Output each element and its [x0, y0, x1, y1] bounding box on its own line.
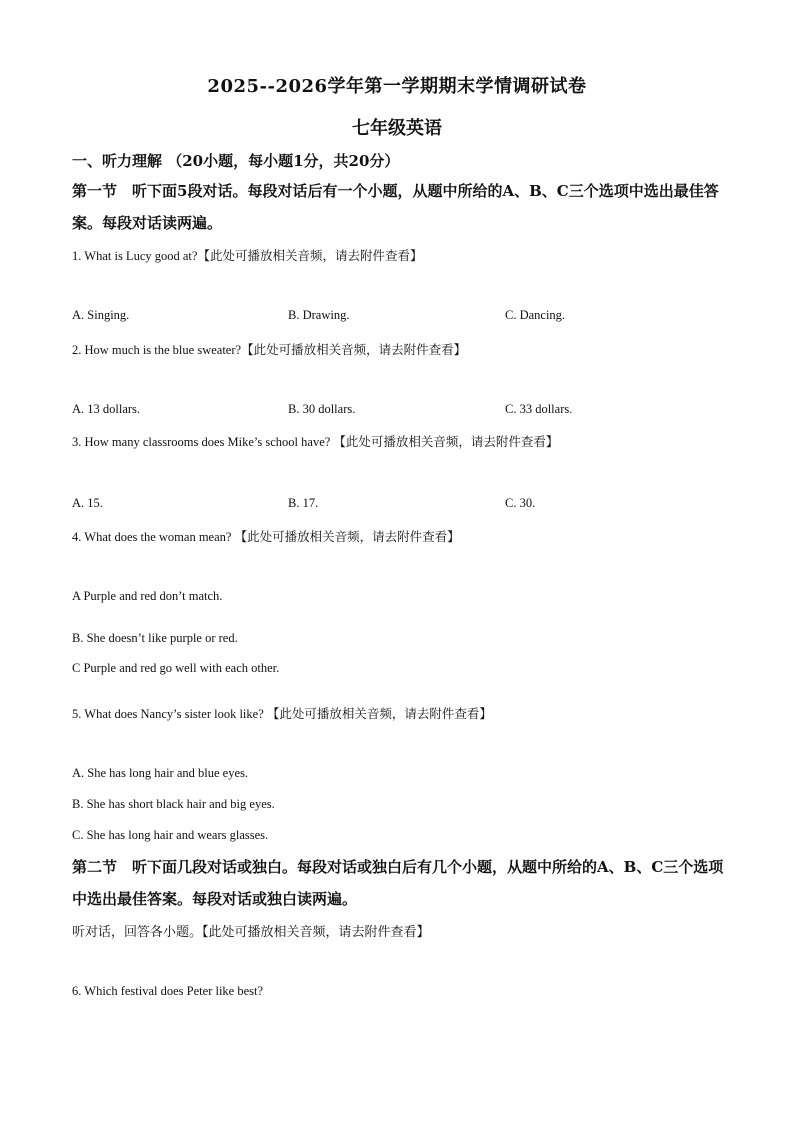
option-b: B. She has short black hair and big eyes. — [72, 797, 275, 811]
question-stem: 5. What does Nancy’s sister look like? — [72, 707, 264, 721]
question-stem: 3. How many classrooms does Mike’s school have? — [72, 435, 331, 449]
question-5 — [72, 704, 492, 722]
question-stem: 2. How much is the blue sweater? — [72, 343, 242, 357]
question-6: 6. Which festival does Peter like best? — [72, 984, 264, 998]
question-1 — [72, 246, 422, 264]
intro-text: 听对话，回答各小题。 — [72, 925, 203, 940]
option-a: A Purple and red don’t match. — [72, 589, 223, 603]
question-3 — [72, 432, 558, 450]
option-c: C. Dancing. — [505, 308, 566, 322]
question-2 — [72, 340, 466, 358]
audio-note: 【此处可播放相关音频，请去附件查看】 — [202, 925, 430, 940]
exam-subtitle: 七年级英语 — [352, 118, 442, 139]
option-b: B. She doesn’t like purple or red. — [72, 631, 238, 645]
option-a: A. Singing. — [72, 308, 130, 322]
dialogue-intro — [72, 921, 430, 940]
option-c: C. 33 dollars. — [505, 402, 573, 416]
option-a: A. 13 dollars. — [72, 402, 141, 416]
audio-note: 【此处可播放相关音频，请去附件查看】 — [266, 706, 492, 721]
option-c: C Purple and red go well with each other. — [72, 661, 280, 675]
section-heading-listening: 一、听力理解 （20小题，每小题1分，共20分） — [72, 152, 400, 170]
audio-note: 【此处可播放相关音频，请去附件查看】 — [333, 434, 559, 449]
option-a: A. 15. — [72, 496, 103, 510]
option-c: C. 30. — [505, 496, 536, 510]
option-b: B. 17. — [288, 496, 319, 510]
option-c: C. She has long hair and wears glasses. — [72, 828, 269, 842]
question-stem: 4. What does the woman mean? — [72, 530, 232, 544]
question-4 — [72, 527, 460, 545]
audio-note: 【此处可播放相关音频，请去附件查看】 — [197, 248, 423, 263]
audio-note: 【此处可播放相关音频，请去附件查看】 — [234, 529, 460, 544]
audio-note: 【此处可播放相关音频，请去附件查看】 — [241, 342, 467, 357]
exam-title: 2025--2026学年第一学期期末学情调研试卷 — [207, 76, 587, 97]
option-b: B. 30 dollars. — [288, 402, 356, 416]
question-stem: 1. What is Lucy good at? — [72, 249, 198, 263]
part2-instructions: 第二节 听下面几段对话或独白。每段对话或独白后有几个小题，从题中所给的A、B、C三个选项中选出最佳答案。每段对话或独白读两遍。 — [72, 858, 724, 908]
option-b: B. Drawing. — [288, 308, 350, 322]
part1-instructions: 第一节 听下面5段对话。每段对话后有一个小题，从题中所给的A、B、C三个选项中选出最佳答案。每段对话读两遍。 — [72, 182, 719, 232]
option-a: A. She has long hair and blue eyes. — [72, 766, 249, 780]
